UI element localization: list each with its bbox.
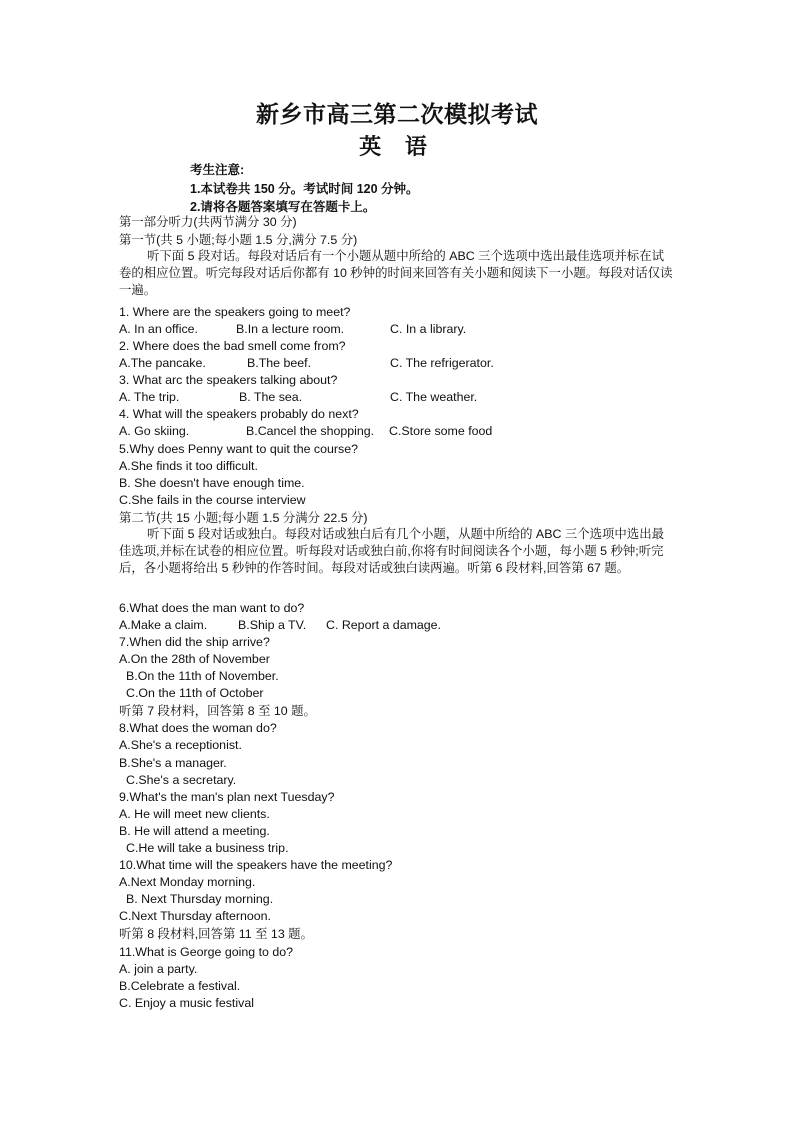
part-heading: 第一部分听力(共两节满分 30 分) (119, 215, 297, 229)
option-b: B. She doesn't have enough time. (119, 476, 305, 490)
option-a: A. He will meet new clients. (119, 807, 270, 821)
question-text: 7.When did the ship arrive? (119, 635, 270, 649)
question-text: 9.What's the man's plan next Tuesday? (119, 790, 335, 804)
option-b: B.Celebrate a festival. (119, 979, 241, 993)
option-a: A. join a party. (119, 962, 198, 976)
question-text: 2. Where does the bad smell come from? (119, 339, 346, 353)
notice-item: 1.本试卷共 150 分。考试时间 120 分钟。 (190, 182, 419, 196)
material-heading: 听第 8 段材料,回答第 11 至 13 题。 (119, 927, 313, 941)
option-b: B.Ship a TV. (238, 618, 307, 632)
option-a: A. Go skiing. (119, 424, 190, 438)
section-instructions (119, 248, 675, 299)
option-a: A.She finds it too difficult. (119, 459, 258, 473)
section-heading: 第一节(共 5 小题;每小题 1.5 分,满分 7.5 分) (119, 233, 358, 247)
option-b: B.On the 11th of November. (126, 669, 279, 683)
section-instructions (119, 526, 675, 577)
question-text: 5.Why does Penny want to quit the course? (119, 442, 359, 456)
option-b: B.She's a manager. (119, 756, 227, 770)
notice-heading: 考生注意: (190, 163, 245, 177)
question-text: 10.What time will the speakers have the meeting? (119, 858, 393, 872)
option-c: C.She's a secretary. (126, 773, 237, 787)
option-b: B. He will attend a meeting. (119, 824, 270, 838)
option-c: C. The refrigerator. (390, 356, 494, 370)
instructions-text: 听下面 5 段对话或独白。每段对话或独白后有几个小题，从题中所给的 ABC 三个选项中选出最佳选项,并标在试卷的相应位置。听每段对话或独白前,你将有时间阅读各个小题，每小题 5 秒钟;听完后，各小题将给出 5 秒钟的作答时间。每段对话或独白读两遍。听第 6 段材料,回答第 67 题。 (119, 527, 664, 575)
option-c: C. In a library. (390, 322, 467, 336)
material-heading: 听第 7 段材料，回答第 8 至 10 题。 (119, 704, 316, 718)
option-b: B. Next Thursday morning. (126, 892, 274, 906)
instructions-text: 听下面 5 段对话。每段对话后有一个小题从题中所给的 ABC 三个选项中选出最佳选项并标在试卷的相应位置。听完每段对话后你都有 10 秒钟的时间来回答有关小题和阅读下一小题。每段对话仅读一遍。 (119, 249, 673, 297)
option-a: A.The pancake. (119, 356, 206, 370)
section-heading: 第二节(共 15 小题;每小题 1.5 分满分 22.5 分) (119, 511, 368, 525)
option-c: C. Enjoy a music festival (119, 996, 254, 1010)
exam-title: 新乡市高三第二次模拟考试 (256, 101, 538, 128)
option-a: A.Make a claim. (119, 618, 208, 632)
option-b: B.In a lecture room. (236, 322, 345, 336)
option-c: C.Store some food (389, 424, 493, 438)
option-a: A.She's a receptionist. (119, 738, 242, 752)
option-c: C.Next Thursday afternoon. (119, 909, 271, 923)
question-text: 6.What does the man want to do? (119, 601, 305, 615)
option-c: C. Report a damage. (326, 618, 442, 632)
option-c: C. The weather. (390, 390, 478, 404)
option-a: A.Next Monday morning. (119, 875, 256, 889)
option-b: B.Cancel the shopping. (246, 424, 375, 438)
subject-title: 英 语 (359, 134, 435, 160)
question-text: 3. What arc the speakers talking about? (119, 373, 338, 387)
option-c: C.She fails in the course interview (119, 493, 306, 507)
question-text: 4. What will the speakers probably do next? (119, 407, 359, 421)
question-text: 8.What does the woman do? (119, 721, 277, 735)
option-a: A.On the 28th of November (119, 652, 270, 666)
question-text: 1. Where are the speakers going to meet? (119, 305, 351, 319)
option-c: C.He will take a business trip. (126, 841, 289, 855)
option-a: A. In an office. (119, 322, 198, 336)
notice-item: 2.请将各题答案填写在答题卡上。 (190, 200, 376, 214)
option-b: B.The beef. (247, 356, 312, 370)
option-a: A. The trip. (119, 390, 180, 404)
question-text: 11.What is George going to do? (119, 945, 294, 959)
option-c: C.On the 11th of October (126, 686, 264, 700)
option-b: B. The sea. (239, 390, 303, 404)
